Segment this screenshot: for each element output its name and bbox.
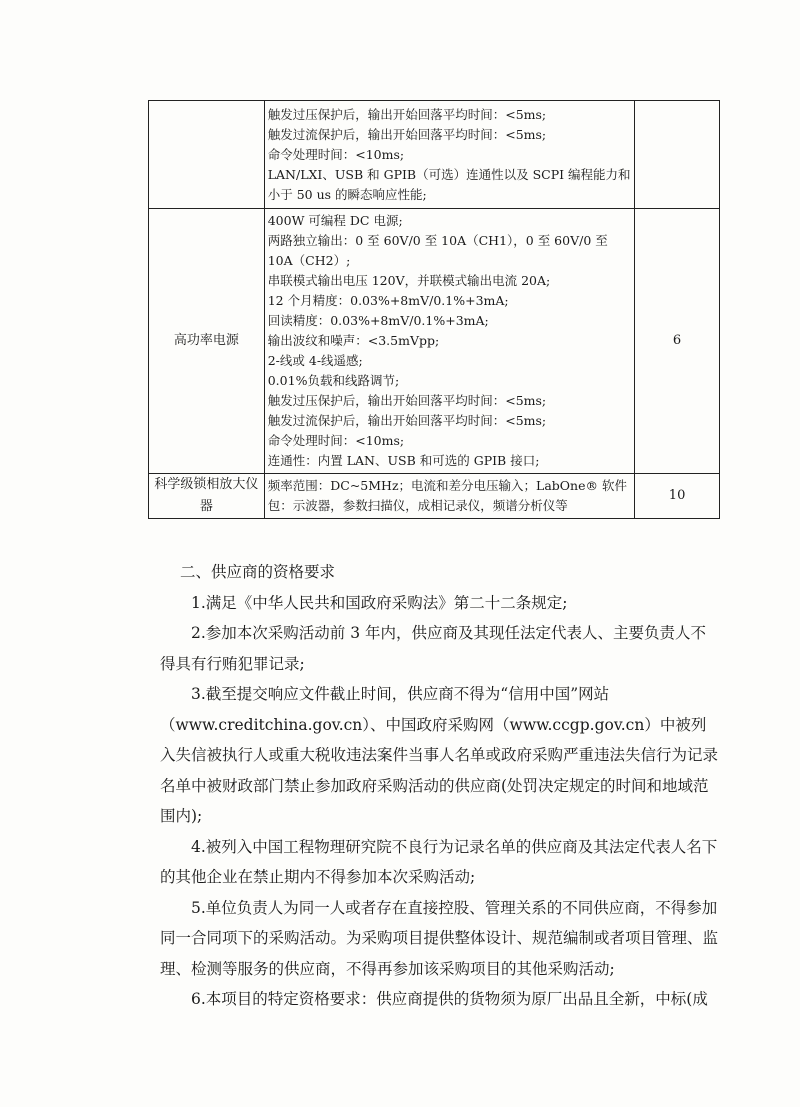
detail-line: 频率范围：DC~5MHz；电流和差分电压输入；LabOne® 软件包：示波器，参数扫描仪，成相记录仪，频谱分析仪等 — [267, 478, 627, 513]
detail-line: 12 个月精度：0.03%+8mV/0.1%+3mA; — [267, 293, 509, 308]
item-detail-cell — [264, 101, 634, 209]
detail-line: 串联模式输出电压 120V，并联模式输出电流 20A; — [267, 273, 551, 288]
detail-line: 触发过流保护后，输出开始回落平均时间：<5ms; — [267, 126, 547, 142]
detail-line: 命令处理时间：<10ms; — [267, 146, 405, 162]
item-name-cell — [149, 101, 265, 209]
table-row — [149, 474, 720, 519]
item-detail-cell — [264, 209, 634, 474]
requirement-item: 2.参加本次采购活动前 3 年内，供应商及其现任法定代表人、主要负责人不得具有行贿犯罪记录; — [160, 624, 707, 673]
requirement-item: 3.截至提交响应文件截止时间，供应商不得为“信用中国”网站（www.creditchina.gov.cn）、中国政府采购网（www.ccgp.gov.cn）中被列入失信被执行人或重大税收违法案件当事人名单或政府采购严重违法失信行为记录名单中被财政部门禁止参加政府采购活动的供应商(处罚决定规定的时间和地域范围内); — [160, 685, 719, 825]
requirement-item: 6.本项目的特定资格要求：供应商提供的货物须为原厂出品且全新，中标(成 — [191, 990, 708, 1008]
detail-line: 回读精度：0.03%+8mV/0.1%+3mA; — [267, 313, 489, 328]
section-heading: 二、供应商的资格要求 — [180, 563, 336, 581]
detail-line: LAN/LXI、USB 和 GPIB（可选）连通性以及 SCPI 编程能力和小于 50 us 的瞬态响应性能; — [267, 166, 631, 202]
item-qty-cell: 10 — [635, 474, 720, 519]
item-qty-cell: 6 — [635, 209, 720, 474]
detail-line: 触发过压保护后，输出开始回落平均时间：<5ms; — [267, 393, 547, 408]
requirement-item: 5.单位负责人为同一人或者存在直接控股、管理关系的不同供应商，不得参加同一合同项下的采购活动。为采购项目提供整体设计、规范编制或者项目管理、监理、检测等服务的供应商，不得再参加该采购项目的其他采购活动; — [160, 898, 719, 978]
item-name-cell: 高功率电源 — [149, 209, 265, 474]
detail-line: 2-线或 4-线遥感; — [267, 353, 363, 368]
detail-line: 400W 可编程 DC 电源; — [267, 213, 403, 228]
requirement-item: 4.被列入中国工程物理研究院不良行为记录名单的供应商及其法定代表人名下的其他企业在禁止期内不得参加本次采购活动; — [160, 837, 718, 886]
item-qty-cell — [635, 101, 720, 209]
detail-line: 输出波纹和噪声：<3.5mVpp; — [267, 333, 440, 348]
item-detail-cell — [264, 474, 634, 519]
detail-line: 0.01%负载和线路调节; — [267, 373, 400, 388]
item-name-cell: 科学级锁相放大仪器 — [149, 474, 265, 519]
detail-line: 触发过流保护后，输出开始回落平均时间：<5ms; — [267, 413, 547, 428]
detail-line: 触发过压保护后，输出开始回落平均时间：<5ms; — [267, 106, 547, 122]
spec-table — [148, 100, 720, 519]
detail-line: 两路独立输出：0 至 60V/0 至 10A（CH1），0 至 60V/0 至 10A（CH2）; — [267, 233, 608, 268]
detail-line: 连通性：内置 LAN、USB 和可选的 GPIB 接口; — [267, 453, 540, 468]
table-row — [149, 101, 720, 209]
qualification-section — [160, 557, 720, 1015]
requirement-item: 1.满足《中华人民共和国政府采购法》第二十二条规定; — [191, 593, 568, 612]
detail-line: 命令处理时间：<10ms; — [267, 433, 405, 448]
table-row — [149, 209, 720, 474]
